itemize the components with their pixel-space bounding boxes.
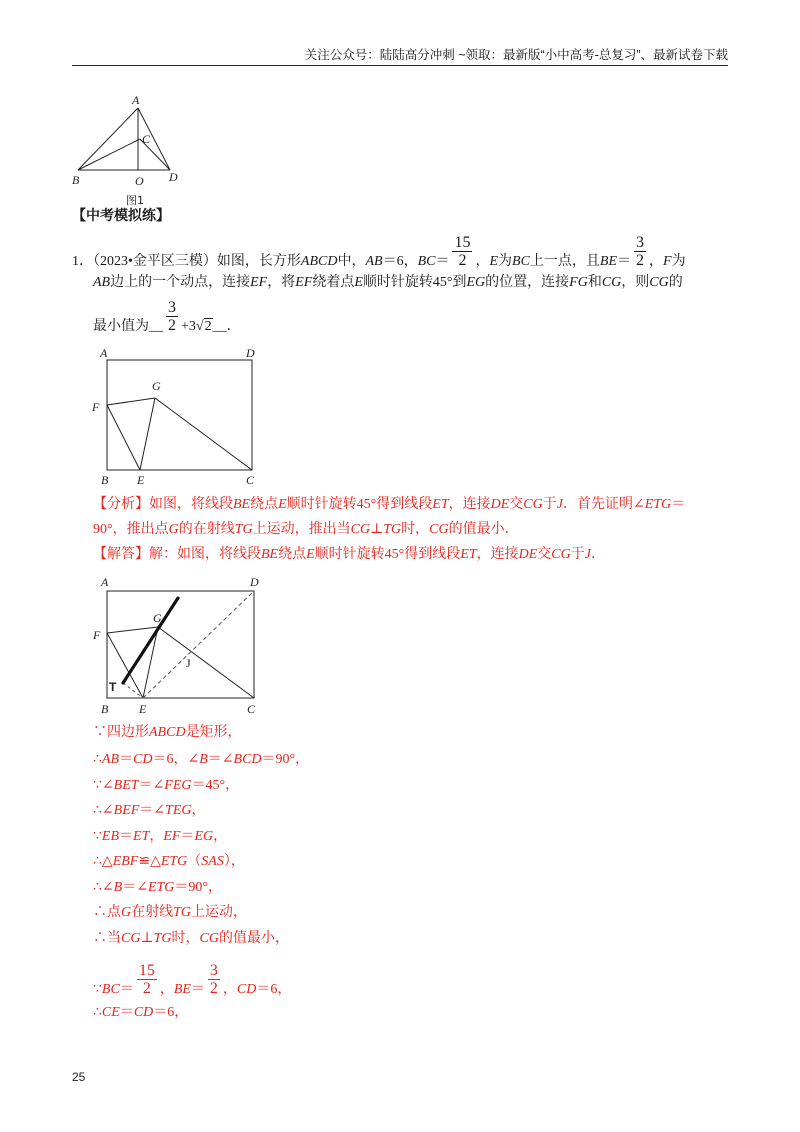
math-variable: BC bbox=[512, 254, 530, 269]
text-run: ≌△ bbox=[138, 854, 161, 869]
math-variable: CG bbox=[121, 931, 141, 946]
math-variable: BET bbox=[113, 778, 139, 793]
math-variable: EF bbox=[163, 829, 181, 844]
text-run: 顺时针旋转45°得到线段 bbox=[314, 547, 461, 562]
math-variable: CG bbox=[429, 522, 449, 537]
text-run: ＝ bbox=[119, 1005, 134, 1020]
math-variable: CD bbox=[236, 982, 257, 997]
text-run: ， bbox=[191, 803, 206, 818]
segment-fg bbox=[107, 398, 155, 405]
solution-step-8 bbox=[93, 903, 247, 923]
fraction-denominator: 2 bbox=[636, 252, 645, 269]
solution-step-11 bbox=[93, 1003, 188, 1023]
solution-step-2 bbox=[93, 750, 309, 770]
math-variable: ET bbox=[432, 497, 449, 512]
solution-step-9 bbox=[93, 929, 289, 949]
point-label-e: E bbox=[137, 473, 145, 487]
solution-step-5 bbox=[93, 827, 227, 847]
solution-step-3 bbox=[93, 776, 239, 796]
math-variable: J bbox=[584, 547, 591, 562]
point-label-b: B bbox=[72, 173, 80, 187]
math-variable: CG bbox=[649, 275, 669, 290]
text-run: 上运动，推出当 bbox=[252, 522, 351, 537]
text-run: ＝6， bbox=[256, 982, 292, 997]
math-variable: CG bbox=[601, 275, 622, 290]
analysis-line-1 bbox=[93, 495, 685, 515]
text-run: ， bbox=[222, 982, 237, 997]
math-variable: E bbox=[354, 275, 363, 290]
text-run: 绕点 bbox=[278, 547, 307, 562]
math-variable: B bbox=[113, 880, 123, 895]
text-run: ∴∠ bbox=[93, 880, 114, 895]
text-run: ∴当 bbox=[93, 931, 121, 946]
dashed-segment-te bbox=[123, 683, 143, 698]
math-variable: ETG bbox=[644, 497, 672, 512]
point-label-a: A bbox=[101, 575, 109, 589]
math-variable: FEG bbox=[164, 778, 192, 793]
point-label-b: B bbox=[101, 702, 109, 716]
text-run: ∴ bbox=[93, 752, 102, 767]
math-variable: CE bbox=[101, 1005, 120, 1020]
figure-2 bbox=[86, 345, 261, 490]
math-variable: F bbox=[663, 254, 672, 269]
text-run: ＝∠ bbox=[138, 778, 165, 793]
header-divider bbox=[72, 65, 728, 66]
text-run: ＝ bbox=[190, 982, 205, 997]
text-run: ＝ bbox=[180, 829, 195, 844]
text-run: __． bbox=[212, 319, 241, 334]
math-variable: EB bbox=[101, 829, 120, 844]
fraction bbox=[166, 299, 178, 334]
fraction bbox=[208, 962, 220, 997]
text-run: ∴点 bbox=[93, 905, 121, 920]
text-run: 的位置，连接 bbox=[485, 275, 570, 290]
math-variable: G bbox=[168, 522, 179, 537]
text-run: 顺时针旋转45°得到线段 bbox=[286, 497, 433, 512]
point-label-e: E bbox=[139, 702, 147, 716]
solution-step-7 bbox=[93, 878, 222, 898]
math-variable: J bbox=[556, 497, 563, 512]
segment-ge bbox=[140, 398, 155, 470]
point-label-g: G bbox=[152, 379, 161, 393]
text-run: ＝6， bbox=[153, 1005, 189, 1020]
text-run: 【分析】 bbox=[93, 497, 149, 512]
math-variable: EG bbox=[466, 275, 486, 290]
text-run: ， bbox=[149, 829, 164, 844]
text-run: 是矩形， bbox=[185, 725, 242, 740]
math-variable: DE bbox=[490, 497, 510, 512]
point-label-d: D bbox=[246, 346, 255, 360]
point-label-c: C bbox=[142, 132, 151, 146]
solution-step-4 bbox=[93, 801, 205, 821]
text-run: ＝90°， bbox=[261, 752, 310, 767]
text-run: ＝ bbox=[671, 497, 686, 512]
text-run: 和 bbox=[587, 275, 602, 290]
point-label-o: O bbox=[135, 174, 144, 188]
math-variable: CD bbox=[133, 752, 153, 767]
point-label-j: J bbox=[186, 656, 191, 670]
math-variable: ABCD bbox=[149, 725, 186, 740]
math-variable: SAS bbox=[201, 854, 224, 869]
problem-1-line-2 bbox=[93, 273, 683, 293]
math-variable: EG bbox=[194, 829, 214, 844]
point-label-c: C bbox=[247, 702, 256, 716]
math-variable: TG bbox=[383, 522, 402, 537]
fraction-denominator: 2 bbox=[458, 252, 467, 269]
text-run: 【解答】解：如图，将线段 bbox=[93, 547, 261, 562]
section-title: 【中考模拟练】 bbox=[72, 209, 170, 224]
text-run: ＝90°， bbox=[174, 880, 222, 895]
math-variable: AB bbox=[365, 254, 383, 269]
text-run: ，连接 bbox=[476, 547, 519, 562]
math-variable: EBF bbox=[112, 854, 139, 869]
point-label-f: F bbox=[93, 628, 101, 642]
text-run: ＝ bbox=[119, 752, 134, 767]
text-run: 时， bbox=[401, 522, 430, 537]
text-run: ∵ bbox=[93, 982, 102, 997]
math-variable: BC bbox=[417, 254, 436, 269]
fraction-numerator: 15 bbox=[138, 962, 155, 979]
math-variable: BEF bbox=[113, 803, 140, 818]
text-run: ＝ bbox=[119, 829, 134, 844]
problem-1-line-1 bbox=[72, 234, 686, 272]
text-run: ∵四边形 bbox=[93, 725, 149, 740]
text-run: ，则 bbox=[621, 275, 650, 290]
text-run: 如图，将线段 bbox=[149, 497, 233, 512]
math-variable: ABCD bbox=[300, 254, 338, 269]
analysis-line-2 bbox=[93, 520, 519, 540]
page-header-banner: 关注公众号：陆陆高分冲刺 ~领取：最新版“小中高考-总复习”、最新试卷下载 bbox=[304, 48, 728, 62]
text-run: ＝∠ bbox=[207, 752, 234, 767]
math-variable: BE bbox=[173, 982, 191, 997]
math-variable: CG bbox=[199, 931, 219, 946]
point-label-g: G bbox=[153, 611, 162, 625]
text-run: 为 bbox=[498, 254, 513, 269]
math-variable: CG bbox=[523, 497, 543, 512]
point-label-a: A bbox=[100, 346, 108, 360]
math-variable: DE bbox=[518, 547, 538, 562]
segment-fe bbox=[107, 405, 140, 470]
problem-1-answer-line bbox=[93, 299, 241, 337]
text-run: 上一点，且 bbox=[529, 254, 600, 269]
text-run: 最小值为__ bbox=[93, 319, 163, 334]
text-run: 于 bbox=[570, 547, 585, 562]
text-run: ，连接 bbox=[448, 497, 491, 512]
math-variable: TEG bbox=[165, 803, 192, 818]
dashed-segment-ed bbox=[143, 591, 254, 698]
text-run: （ bbox=[187, 854, 202, 869]
segment-gc bbox=[155, 398, 252, 470]
text-run: 在射线 bbox=[131, 905, 174, 920]
text-run: ， bbox=[159, 982, 174, 997]
math-variable: ETG bbox=[160, 854, 188, 869]
text-run: ＝ bbox=[119, 982, 134, 997]
text-run: 绕点 bbox=[250, 497, 279, 512]
math-variable: BE bbox=[233, 497, 251, 512]
radicand: 2 bbox=[204, 319, 212, 334]
ray-tg-thick bbox=[123, 598, 178, 683]
math-variable: E bbox=[278, 497, 287, 512]
fraction-denominator: 2 bbox=[142, 980, 151, 997]
text-run: 绕着点 bbox=[312, 275, 355, 290]
text-run: ⊥ bbox=[140, 931, 154, 946]
math-variable: CD bbox=[133, 1005, 154, 1020]
text-run: ）， bbox=[223, 854, 245, 869]
math-variable: ETG bbox=[147, 880, 175, 895]
solution-intro bbox=[93, 545, 605, 565]
text-run: 顺时针旋转45°到 bbox=[362, 275, 467, 290]
text-run: 中， bbox=[337, 254, 366, 269]
text-run: 边上的一个动点，连接 bbox=[110, 275, 251, 290]
point-label-c: C bbox=[246, 473, 255, 487]
text-run: ． bbox=[590, 547, 605, 562]
text-run: ， bbox=[649, 254, 664, 269]
figure-1-caption: 图1 bbox=[126, 194, 144, 207]
fraction-numerator: 15 bbox=[454, 234, 471, 251]
text-run: ∴△ bbox=[93, 854, 113, 869]
segment-ab bbox=[78, 108, 138, 170]
math-variable: ET bbox=[133, 829, 150, 844]
text-run: ∵ bbox=[93, 829, 102, 844]
text-run: 交 bbox=[509, 497, 524, 512]
segment-bc bbox=[78, 139, 140, 170]
point-label-d: D bbox=[250, 575, 259, 589]
fraction-numerator: 3 bbox=[168, 299, 176, 316]
text-run: ，将 bbox=[267, 275, 296, 290]
point-label-t: T bbox=[109, 680, 117, 694]
math-variable: B bbox=[199, 752, 208, 767]
math-variable: G bbox=[121, 905, 132, 920]
fraction bbox=[452, 234, 472, 269]
page-number: 25 bbox=[72, 1070, 86, 1084]
text-run: +3√ bbox=[181, 319, 204, 334]
text-run: 为 bbox=[671, 254, 686, 269]
math-variable: BE bbox=[261, 547, 279, 562]
text-run: ∴∠ bbox=[93, 803, 114, 818]
text-run: ⊥ bbox=[370, 522, 384, 537]
text-run: ＝6， bbox=[382, 254, 418, 269]
text-run: 于 bbox=[542, 497, 557, 512]
solution-step-1 bbox=[93, 723, 242, 743]
figure-1 bbox=[60, 92, 190, 212]
text-run: ∴ bbox=[93, 1005, 102, 1020]
math-variable: EF bbox=[250, 275, 268, 290]
text-run: ， bbox=[213, 829, 228, 844]
text-run: 上运动， bbox=[191, 905, 248, 920]
point-label-d: D bbox=[169, 170, 178, 184]
math-variable: TG bbox=[173, 905, 192, 920]
math-variable: CG bbox=[551, 547, 571, 562]
math-variable: FG bbox=[569, 275, 588, 290]
point-label-f: F bbox=[92, 400, 100, 414]
math-variable: BC bbox=[101, 982, 120, 997]
text-run: ， bbox=[475, 254, 490, 269]
text-run: ．首先证明∠ bbox=[562, 497, 645, 512]
math-variable: TG bbox=[234, 522, 253, 537]
text-run: 时， bbox=[171, 931, 200, 946]
text-run: 交 bbox=[537, 547, 552, 562]
fraction-numerator: 3 bbox=[636, 234, 645, 251]
math-variable: BE bbox=[599, 254, 618, 269]
fraction-denominator: 2 bbox=[168, 317, 176, 334]
solution-step-6 bbox=[93, 852, 245, 872]
text-run: ＝∠ bbox=[122, 880, 148, 895]
math-variable: E bbox=[489, 254, 499, 269]
math-variable: TG bbox=[153, 931, 172, 946]
text-run: 90°，推出点 bbox=[93, 522, 169, 537]
text-run: ＝∠ bbox=[139, 803, 166, 818]
fraction-denominator: 2 bbox=[209, 980, 218, 997]
math-variable: CG bbox=[350, 522, 371, 537]
math-variable: BCD bbox=[233, 752, 262, 767]
solution-step-10 bbox=[93, 962, 291, 1000]
text-run: ＝6，∠ bbox=[152, 752, 200, 767]
text-run: 1．（2023•金平区三模）如图，长方形 bbox=[72, 254, 301, 269]
math-variable: ET bbox=[460, 547, 477, 562]
text-run: 的值最小， bbox=[218, 931, 289, 946]
text-run: ∵∠ bbox=[93, 778, 114, 793]
math-variable: E bbox=[306, 547, 315, 562]
point-label-a: A bbox=[132, 93, 140, 107]
text-run: ＝45°， bbox=[191, 778, 240, 793]
fraction bbox=[634, 234, 646, 269]
fraction bbox=[137, 962, 157, 997]
text-run: 的在射线 bbox=[178, 522, 235, 537]
segment-fg bbox=[107, 627, 158, 633]
text-run: 的值最小． bbox=[448, 522, 519, 537]
math-variable: EF bbox=[295, 275, 313, 290]
math-variable: AB bbox=[93, 275, 111, 290]
text-run: 的 bbox=[668, 275, 683, 290]
text-run: ＝ bbox=[435, 254, 450, 269]
fraction-numerator: 3 bbox=[209, 962, 218, 979]
point-label-b: B bbox=[101, 473, 109, 487]
math-variable: AB bbox=[101, 752, 120, 767]
text-run: ＝ bbox=[617, 254, 632, 269]
figure-3 bbox=[86, 575, 262, 717]
